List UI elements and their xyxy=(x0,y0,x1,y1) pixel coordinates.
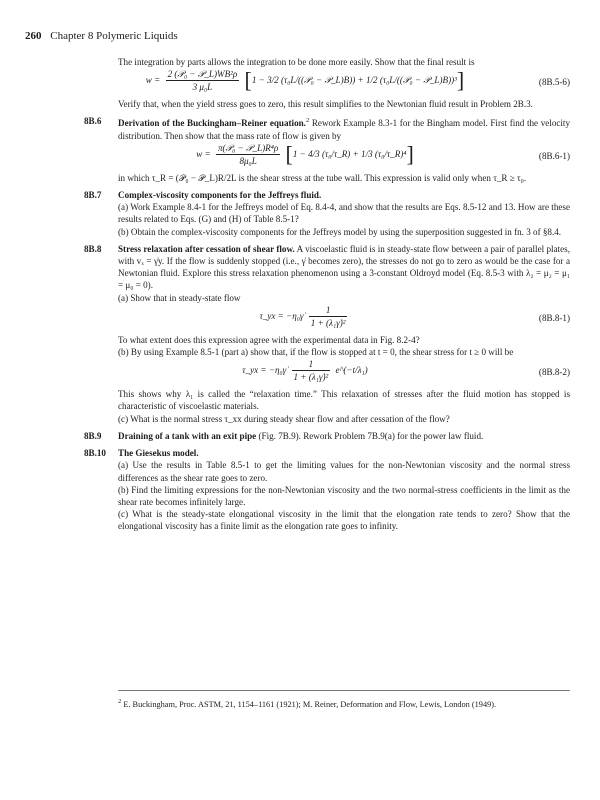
eq-fraction: $\frac{\text{2 (𝒫₀ − 𝒫\_L)WB²ρ}}{\text{3 μ₀L}}$ xyxy=(167,69,238,93)
problem-8B9 xyxy=(84,430,570,442)
footnote xyxy=(118,696,570,710)
footnote-ref: 2 xyxy=(305,117,310,125)
page-number: 260 xyxy=(25,30,42,42)
intro-text: The integration by parts allows the integration to be done more easily. Show that the final result is xyxy=(118,57,475,67)
problem-number: 8B.9 xyxy=(84,430,102,441)
equation-number: (8B.5-6) xyxy=(538,77,570,88)
eq-lhs: w = xyxy=(196,148,211,159)
problem-part-b: (b) Obtain the complex-viscosity components for the Jeffreys model by using the superposition suggested in fn. 3 of §8.4. xyxy=(118,226,562,237)
problem-number: 8B.6 xyxy=(84,116,102,127)
equation-8B.6-1: w = $\frac{\text{π(𝒫₀ − 𝒫\_L)R⁴ρ}}{\text{8μ₀L}}$ [1 − 4/3 (τ₀/τ_R) + 1/3 (τ₀/τ_R)⁴] (8B.6-1) xyxy=(196,141,570,167)
problem-part-a: (a) Use the results in Table 8.5-1 to get the limiting values for the non-Newtonian viscosity and the normal stress differences as the shear rate goes to zero. xyxy=(118,460,570,483)
eq-fraction: $\frac{\text{π(𝒫₀ − 𝒫\_L)R⁴ρ}}{\text{8μ₀L}}$ xyxy=(217,142,279,167)
problem-title: Draining of a tank with an exit pipe xyxy=(118,430,257,441)
problem-part-a: (a) Work Example 8.4-1 for the Jeffreys model of Eq. 8.4-4, and show that the results are Eqs. 8.5-12 and 13. How are these results related to Eqs. (G) and (H) of Table 8.5-1? xyxy=(118,202,570,225)
problem-title: The Giesekus model. xyxy=(118,448,199,459)
problem-text: (Fig. 7B.9). Rework Problem 7B.9(a) for the power law fluid. xyxy=(258,430,484,441)
problem-8B6 xyxy=(84,115,571,184)
problem-number: 8B.8 xyxy=(84,243,102,254)
problem-after: This shows why λ₁ is called the “relaxation time.” This relaxation of stresses after the fluid motion has stopped is characteristic of viscoelastic materials. xyxy=(118,389,570,412)
problem-number: 8B.10 xyxy=(84,448,106,459)
problem-title: Stress relaxation after cessation of shear flow. xyxy=(118,243,295,254)
page-body xyxy=(84,56,571,533)
running-header xyxy=(25,30,178,42)
problem-text: A viscoelastic fluid is in steady-state flow between a pair of parallel plates, with vₓ = γ̇y. If the flow is suddenly stopped (i.e., γ̇ becomes zero), the stresses do not go to zero as would be the case for a Newtonian fluid. Explore this stress relaxation phenomenon using a 3-constant Oldroyd model (Eq. 8.5-3 with λ₂ = μ₂ = μ₁ = μ₀ = 0). xyxy=(118,243,570,291)
eq-lhs: w = xyxy=(145,75,161,85)
eq-fraction: $\frac{1}{\text{1 + (λ₁γ̇)²}}$ xyxy=(310,304,346,329)
problem-part-c: (c) What is the normal stress τ_xx during steady shear flow and after cessation of the flow? xyxy=(118,413,450,424)
equation-8B.8-2 xyxy=(118,358,570,388)
eq-body: 1 − 4/3 (τ₀/τ_R) + 1/3 (τ₀/τ_R)⁴ xyxy=(292,148,407,159)
chapter-title: Chapter 8 Polymeric Liquids xyxy=(50,30,178,42)
problem-8B8 xyxy=(84,243,570,425)
equation-number: (8B.6-1) xyxy=(538,150,570,161)
problem-mid: To what extent does this expression agree with the experimental data in Fig. 8.2-4? xyxy=(118,334,420,345)
equation-8B.5-6: w = $\frac{\text{2 (𝒫₀ − 𝒫\_L)WB²ρ}}{\text{3 μ₀L}}$ [1 − 3/2 (τ₀L/((𝒫₀ − 𝒫_L)B)) + 1/2 (τ₀L/((𝒫₀ − 𝒫_L)B))³] (8B.5-6) xyxy=(145,67,570,93)
equation-number: (8B.8-2) xyxy=(538,367,570,378)
problem-part-b: (b) By using Example 8.5-1 (part a) show that, if the flow is stopped at t = 0, the shear stress for t ≥ 0 will be xyxy=(118,347,514,358)
problem-8B7 xyxy=(84,189,570,238)
problem-title: Complex-viscosity components for the Jeffreys fluid. xyxy=(118,190,322,201)
footnote-text: E. Buckingham, Proc. ASTM, 21, 1154–1161 (1921); M. Reiner, Deformation and Flow, Lewis, London (1949). xyxy=(123,699,497,709)
eq-body: 1 − 3/2 (τ₀L/((𝒫₀ − 𝒫_L)B)) + 1/2 (τ₀L/((𝒫₀ − 𝒫_L)B))³ xyxy=(251,75,457,85)
intro-after: Verify that, when the yield stress goes to zero, this result simplifies to the Newtonian fluid result in Problem 2B.3. xyxy=(118,99,533,110)
problem-part-b: (b) Find the limiting expressions for the non-Newtonian viscosity and the two normal-stress coefficients in the limit as the shear rate becomes infinitely large. xyxy=(118,484,570,507)
problem-8B10 xyxy=(84,447,570,532)
eq-exp: e^(−t/λ₁) xyxy=(335,365,368,376)
problem-number: 8B.7 xyxy=(84,190,102,201)
eq-lhs: τ_yx = −η₀γ̇ xyxy=(242,365,287,376)
problem-part-c: (c) What is the steady-state elongational viscosity in the limit that the elongation rate tends to zero? Show that the elongational viscosity has a finite limit as the elongation rate goes to infinity. xyxy=(118,509,570,532)
problem-title: Derivation of the Buckingham–Reiner equation. xyxy=(118,118,306,129)
eq-lhs: τ_yx = −η₀γ̇ xyxy=(259,310,304,321)
footnote-mark: 2 xyxy=(118,698,122,705)
problem-after: in which τ_R = (𝒫₀ − 𝒫_L)R/2L is the shear stress at the tube wall. This expression is valid only when τ_R ≥ τ₀. xyxy=(118,172,527,183)
footnote-divider xyxy=(118,690,570,691)
problem-text: Rework Example 8.3-1 for the Bingham model. First find the velocity distribution. Then show that the mass rate of flow is given by xyxy=(118,118,571,141)
equation-number: (8B.8-1) xyxy=(538,312,570,323)
problem-part-a: (a) Show that in steady-state flow xyxy=(118,292,241,303)
eq-fraction: $\frac{1}{\text{1 + (λ₁γ̇)²}}$ xyxy=(293,359,329,383)
equation-8B.8-1 xyxy=(118,304,570,334)
